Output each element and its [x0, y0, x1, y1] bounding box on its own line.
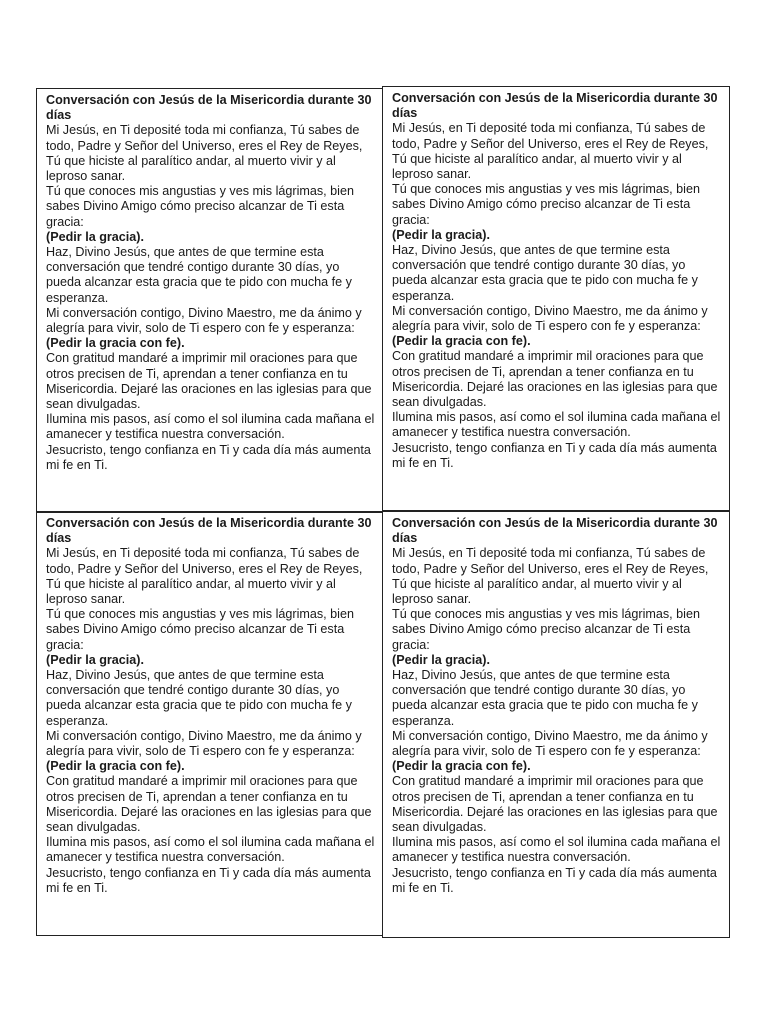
prayer-card-top-left [36, 88, 383, 513]
prayer-paragraph: Mi Jesús, en Ti deposité toda mi confianza, Tú sabes de todo, Padre y Señor del Universo, eres el Rey de Reyes, Tú que hiciste al paralítico andar, al muerto vivir y al leproso sanar. [392, 121, 709, 182]
prayer-paragraph: Mi conversación contigo, Divino Maestro, me da ánimo y alegría para vivir, solo de Ti espero con fe y esperanza: [46, 728, 362, 759]
prayer-title: Conversación con Jesús de la Misericordia durante 30 días [392, 516, 718, 546]
prayer-paragraph: Con gratitud mandaré a imprimir mil oraciones para que otros precisen de Ti, aprendan a tener confianza en tu Misericordia. Dejaré las oraciones en las iglesias para que sean divulgadas. [46, 774, 372, 835]
prayer-cue: (Pedir la gracia con fe). [46, 759, 185, 774]
prayer-paragraph: Haz, Divino Jesús, que antes de que termine esta conversación que tendré contigo durante 30 días, yo pueda alcanzar esta gracia que te pido con mucha fe y esperanza. [392, 668, 698, 728]
prayer-paragraph: Haz, Divino Jesús, que antes de que termine esta conversación que tendré contigo durante 30 días, yo pueda alcanzar esta gracia que te pido con mucha fe y esperanza. [392, 243, 698, 303]
prayer-card-bottom-left [36, 511, 383, 936]
prayer-title: Conversación con Jesús de la Misericordia durante 30 días [46, 93, 372, 123]
prayer-card-bottom-right [382, 511, 730, 938]
prayer-paragraph: Ilumina mis pasos, así como el sol ilumina cada mañana el amanecer y testifica nuestra conversación. [392, 835, 721, 865]
prayer-paragraph: Ilumina mis pasos, así como el sol ilumina cada mañana el amanecer y testifica nuestra conversación. [46, 412, 375, 442]
prayer-paragraph: Con gratitud mandaré a imprimir mil oraciones para que otros precisen de Ti, aprendan a tener confianza en tu Misericordia. Dejaré las oraciones en las iglesias para que sean divulgadas. [392, 349, 718, 410]
prayer-paragraph: Haz, Divino Jesús, que antes de que termine esta conversación que tendré contigo durante 30 días, yo pueda alcanzar esta gracia que te pido con mucha fe y esperanza. [46, 245, 352, 305]
prayer-cue: (Pedir la gracia). [392, 652, 490, 667]
prayer-cue: (Pedir la gracia con fe). [46, 336, 185, 351]
prayer-paragraph: Mi conversación contigo, Divino Maestro, me da ánimo y alegría para vivir, solo de Ti espero con fe y esperanza: [46, 305, 362, 336]
prayer-paragraph: Ilumina mis pasos, así como el sol ilumina cada mañana el amanecer y testifica nuestra conversación. [392, 410, 721, 440]
prayer-paragraph: Con gratitud mandaré a imprimir mil oraciones para que otros precisen de Ti, aprendan a tener confianza en tu Misericordia. Dejaré las oraciones en las iglesias para que sean divulgadas. [392, 774, 718, 835]
prayer-title: Conversación con Jesús de la Misericordia durante 30 días [392, 91, 718, 121]
prayer-paragraph: Haz, Divino Jesús, que antes de que termine esta conversación que tendré contigo durante 30 días, yo pueda alcanzar esta gracia que te pido con mucha fe y esperanza. [46, 668, 352, 728]
prayer-cue: (Pedir la gracia con fe). [392, 334, 531, 349]
prayer-paragraph: Mi conversación contigo, Divino Maestro, me da ánimo y alegría para vivir, solo de Ti espero con fe y esperanza: [392, 303, 708, 334]
prayer-paragraph: Jesucristo, tengo confianza en Ti y cada día más aumenta mi fe en Ti. [46, 865, 371, 895]
prayer-card-top-right [382, 86, 730, 511]
prayer-paragraph: Jesucristo, tengo confianza en Ti y cada día más aumenta mi fe en Ti. [392, 865, 717, 895]
prayer-cue: (Pedir la gracia). [46, 229, 144, 244]
prayer-paragraph: Mi Jesús, en Ti deposité toda mi confianza, Tú sabes de todo, Padre y Señor del Universo, eres el Rey de Reyes, Tú que hiciste al paralítico andar, al muerto vivir y al leproso sanar. [46, 546, 363, 607]
prayer-title: Conversación con Jesús de la Misericordia durante 30 días [46, 516, 372, 546]
prayer-paragraph: Mi conversación contigo, Divino Maestro, me da ánimo y alegría para vivir, solo de Ti espero con fe y esperanza: [392, 728, 708, 759]
prayer-paragraph: Tú que conoces mis angustias y ves mis lágrimas, bien sabes Divino Amigo cómo preciso alcanzar de Ti esta gracia: [46, 607, 354, 652]
prayer-paragraph: Tú que conoces mis angustias y ves mis lágrimas, bien sabes Divino Amigo cómo preciso alcanzar de Ti esta gracia: [392, 182, 700, 227]
prayer-paragraph: Jesucristo, tengo confianza en Ti y cada día más aumenta mi fe en Ti. [46, 442, 371, 472]
prayer-cue: (Pedir la gracia con fe). [392, 759, 531, 774]
prayer-paragraph: Tú que conoces mis angustias y ves mis lágrimas, bien sabes Divino Amigo cómo preciso alcanzar de Ti esta gracia: [392, 607, 700, 652]
prayer-paragraph: Mi Jesús, en Ti deposité toda mi confianza, Tú sabes de todo, Padre y Señor del Universo, eres el Rey de Reyes, Tú que hiciste al paralítico andar, al muerto vivir y al leproso sanar. [46, 123, 363, 184]
prayer-cue: (Pedir la gracia). [46, 652, 144, 667]
prayer-paragraph: Mi Jesús, en Ti deposité toda mi confianza, Tú sabes de todo, Padre y Señor del Universo, eres el Rey de Reyes, Tú que hiciste al paralítico andar, al muerto vivir y al leproso sanar. [392, 546, 709, 607]
prayer-paragraph: Jesucristo, tengo confianza en Ti y cada día más aumenta mi fe en Ti. [392, 440, 717, 470]
prayer-paragraph: Ilumina mis pasos, así como el sol ilumina cada mañana el amanecer y testifica nuestra conversación. [46, 835, 375, 865]
prayer-paragraph: Tú que conoces mis angustias y ves mis lágrimas, bien sabes Divino Amigo cómo preciso alcanzar de Ti esta gracia: [46, 184, 354, 229]
prayer-cue: (Pedir la gracia). [392, 227, 490, 242]
prayer-paragraph: Con gratitud mandaré a imprimir mil oraciones para que otros precisen de Ti, aprendan a tener confianza en tu Misericordia. Dejaré las oraciones en las iglesias para que sean divulgadas. [46, 351, 372, 412]
